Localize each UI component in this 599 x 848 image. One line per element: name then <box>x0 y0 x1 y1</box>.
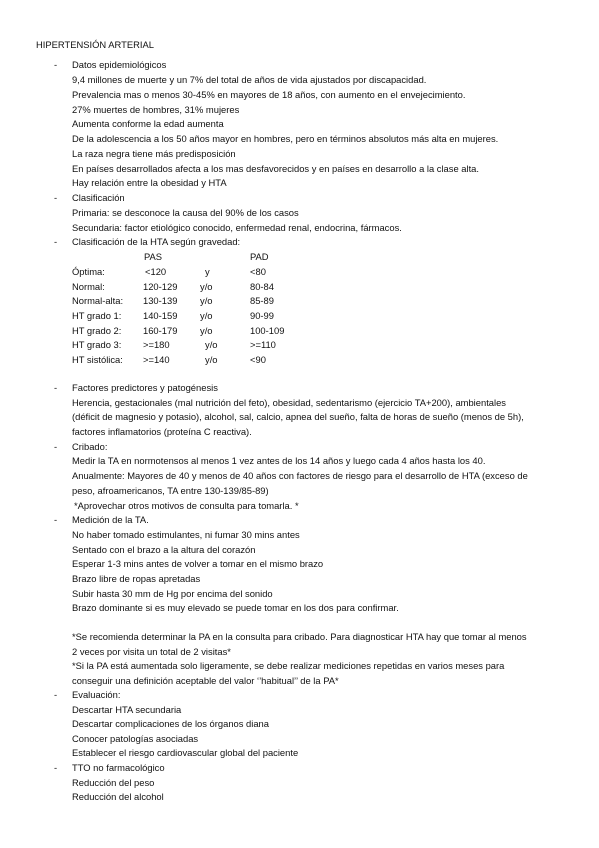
row-pas: >=140 <box>143 354 170 365</box>
row-label: Óptima: <box>72 266 105 277</box>
row-pad: <90 <box>250 354 266 365</box>
cribado-line: Anualmente: Mayores de 40 y menos de 40 años con factores de riesgo para el desarrollo de HTA (exceso de <box>72 470 528 481</box>
tto-line: Reducción del alcohol <box>72 791 164 802</box>
row-label: HT grado 1: <box>72 310 122 321</box>
row-conj: y/o <box>205 339 218 350</box>
table-header-pad: PAD <box>250 251 269 262</box>
row-pad: 80-84 <box>250 281 274 292</box>
evaluacion-line: Establecer el riesgo cardiovascular global del paciente <box>72 747 299 758</box>
row-label: Normal: <box>72 281 105 292</box>
tto-line: Reducción del peso <box>72 777 155 788</box>
bullet-marker: - <box>54 192 58 203</box>
epidemiologia-line: 9,4 millones de muerte y un 7% del total de años de vida ajustados por discapacidad. <box>72 74 427 85</box>
evaluacion-line: Conocer patologías asociadas <box>72 733 199 744</box>
row-conj: y <box>205 266 210 277</box>
section-heading-factores: Factores predictores y patogénesis <box>72 382 218 393</box>
medicion-note: *Se recomienda determinar la PA en la consulta para cribado. Para diagnosticar HTA hay que tomar al menos <box>72 631 527 642</box>
section-heading-evaluacion: Evaluación: <box>72 689 121 700</box>
clasificacion-line: Secundaria: factor etiológico conocido, enfermedad renal, endocrina, fármacos. <box>72 222 402 233</box>
row-pas: 160-179 <box>143 325 178 336</box>
row-pad: >=110 <box>250 339 276 350</box>
cribado-line: *Aprovechar otros motivos de consulta para tomarla. * <box>74 500 299 511</box>
epidemiologia-line: 27% muertes de hombres, 31% mujeres <box>72 104 240 115</box>
row-conj: y/o <box>200 295 213 306</box>
bullet-marker: - <box>54 514 58 525</box>
epidemiologia-line: Aumenta conforme la edad aumenta <box>72 118 224 129</box>
medicion-line: No haber tomado estimulantes, ni fumar 30 mins antes <box>72 529 300 540</box>
row-conj: y/o <box>200 310 213 321</box>
factores-line: factores inflamatorios (proteína C reactiva). <box>72 426 252 437</box>
epidemiologia-line: Hay relación entre la obesidad y HTA <box>72 177 227 188</box>
bullet-marker: - <box>54 762 58 773</box>
epidemiologia-line: De la adolescencia a los 50 años mayor en hombres, pero en términos absolutos más alta en mujeres. <box>72 133 499 144</box>
bullet-marker: - <box>54 59 58 70</box>
row-label: HT grado 2: <box>72 325 122 336</box>
row-pas: >=180 <box>143 339 170 350</box>
medicion-line: Brazo libre de ropas apretadas <box>72 573 201 584</box>
clasificacion-line: Primaria: se desconoce la causa del 90% de los casos <box>72 207 299 218</box>
cribado-line: Medir la TA en normotensos al menos 1 vez antes de los 14 años y luego cada 4 años hasta los 40. <box>72 455 486 466</box>
medicion-note: *Si la PA está aumentada solo ligeramente, se debe realizar mediciones repetidas en varios meses para <box>72 660 505 671</box>
row-conj: y/o <box>200 281 213 292</box>
medicion-line: Esperar 1-3 mins antes de volver a tomar en el mismo brazo <box>72 558 324 569</box>
bullet-marker: - <box>54 689 58 700</box>
row-pas: 140-159 <box>143 310 178 321</box>
table-header-pas: PAS <box>144 251 163 262</box>
row-pad: 100-109 <box>250 325 285 336</box>
factores-line: (déficit de magnesio y potasio), alcohol, sal, calcio, apnea del sueño, falta de horas de sueño (menos de 5h), <box>72 411 524 422</box>
section-heading-cribado: Cribado: <box>72 441 108 452</box>
factores-line: Herencia, gestacionales (mal nutrición del feto), obesidad, sedentarismo (ejercicio TA+200), ambientales <box>72 397 506 408</box>
row-label: Normal-alta: <box>72 295 124 306</box>
section-heading-tto: TTO no farmacológico <box>72 762 165 773</box>
epidemiologia-line: La raza negra tiene más predisposición <box>72 148 236 159</box>
evaluacion-line: Descartar complicaciones de los órganos diana <box>72 718 269 729</box>
row-conj: y/o <box>200 325 213 336</box>
row-conj: y/o <box>205 354 218 365</box>
epidemiologia-line: En países desarrollados afecta a los mas desfavorecidos y en países en desarrollo a la clase alta. <box>72 163 479 174</box>
medicion-note: conseguir una definición aceptable del valor ‘’habitual’’ de la PA* <box>72 675 339 686</box>
medicion-line: Sentado con el brazo a la altura del corazón <box>72 544 256 555</box>
bullet-marker: - <box>54 236 58 247</box>
cribado-line: peso, afroamericanos, TA entre 130-139/85-89) <box>72 485 269 496</box>
bullet-marker: - <box>54 382 58 393</box>
row-label: HT sistólica: <box>72 354 123 365</box>
row-pas: <120 <box>145 266 167 277</box>
section-heading-clasificacion: Clasificación <box>72 192 125 203</box>
row-pad: 85-89 <box>250 295 274 306</box>
row-label: HT grado 3: <box>72 339 122 350</box>
section-heading-gravedad: Clasificación de la HTA según gravedad: <box>72 236 241 247</box>
bullet-marker: - <box>54 441 58 452</box>
row-pad: <80 <box>250 266 266 277</box>
row-pas: 130-139 <box>143 295 178 306</box>
epidemiologia-line: Prevalencia mas o menos 30-45% en mayores de 18 años, con aumento en el envejecimiento. <box>72 89 466 100</box>
row-pad: 90-99 <box>250 310 274 321</box>
section-heading-medicion: Medición de la TA. <box>72 514 149 525</box>
row-pas: 120-129 <box>143 281 178 292</box>
medicion-line: Brazo dominante si es muy elevado se puede tomar en los dos para confirmar. <box>72 602 399 613</box>
medicion-note: 2 veces por visita un total de 2 visitas* <box>72 646 231 657</box>
section-heading-epidemiologia: Datos epidemiológicos <box>72 59 167 70</box>
medicion-line: Subir hasta 30 mm de Hg por encima del sonido <box>72 588 273 599</box>
document-title: HIPERTENSIÓN ARTERIAL <box>36 39 154 50</box>
evaluacion-line: Descartar HTA secundaria <box>72 704 182 715</box>
